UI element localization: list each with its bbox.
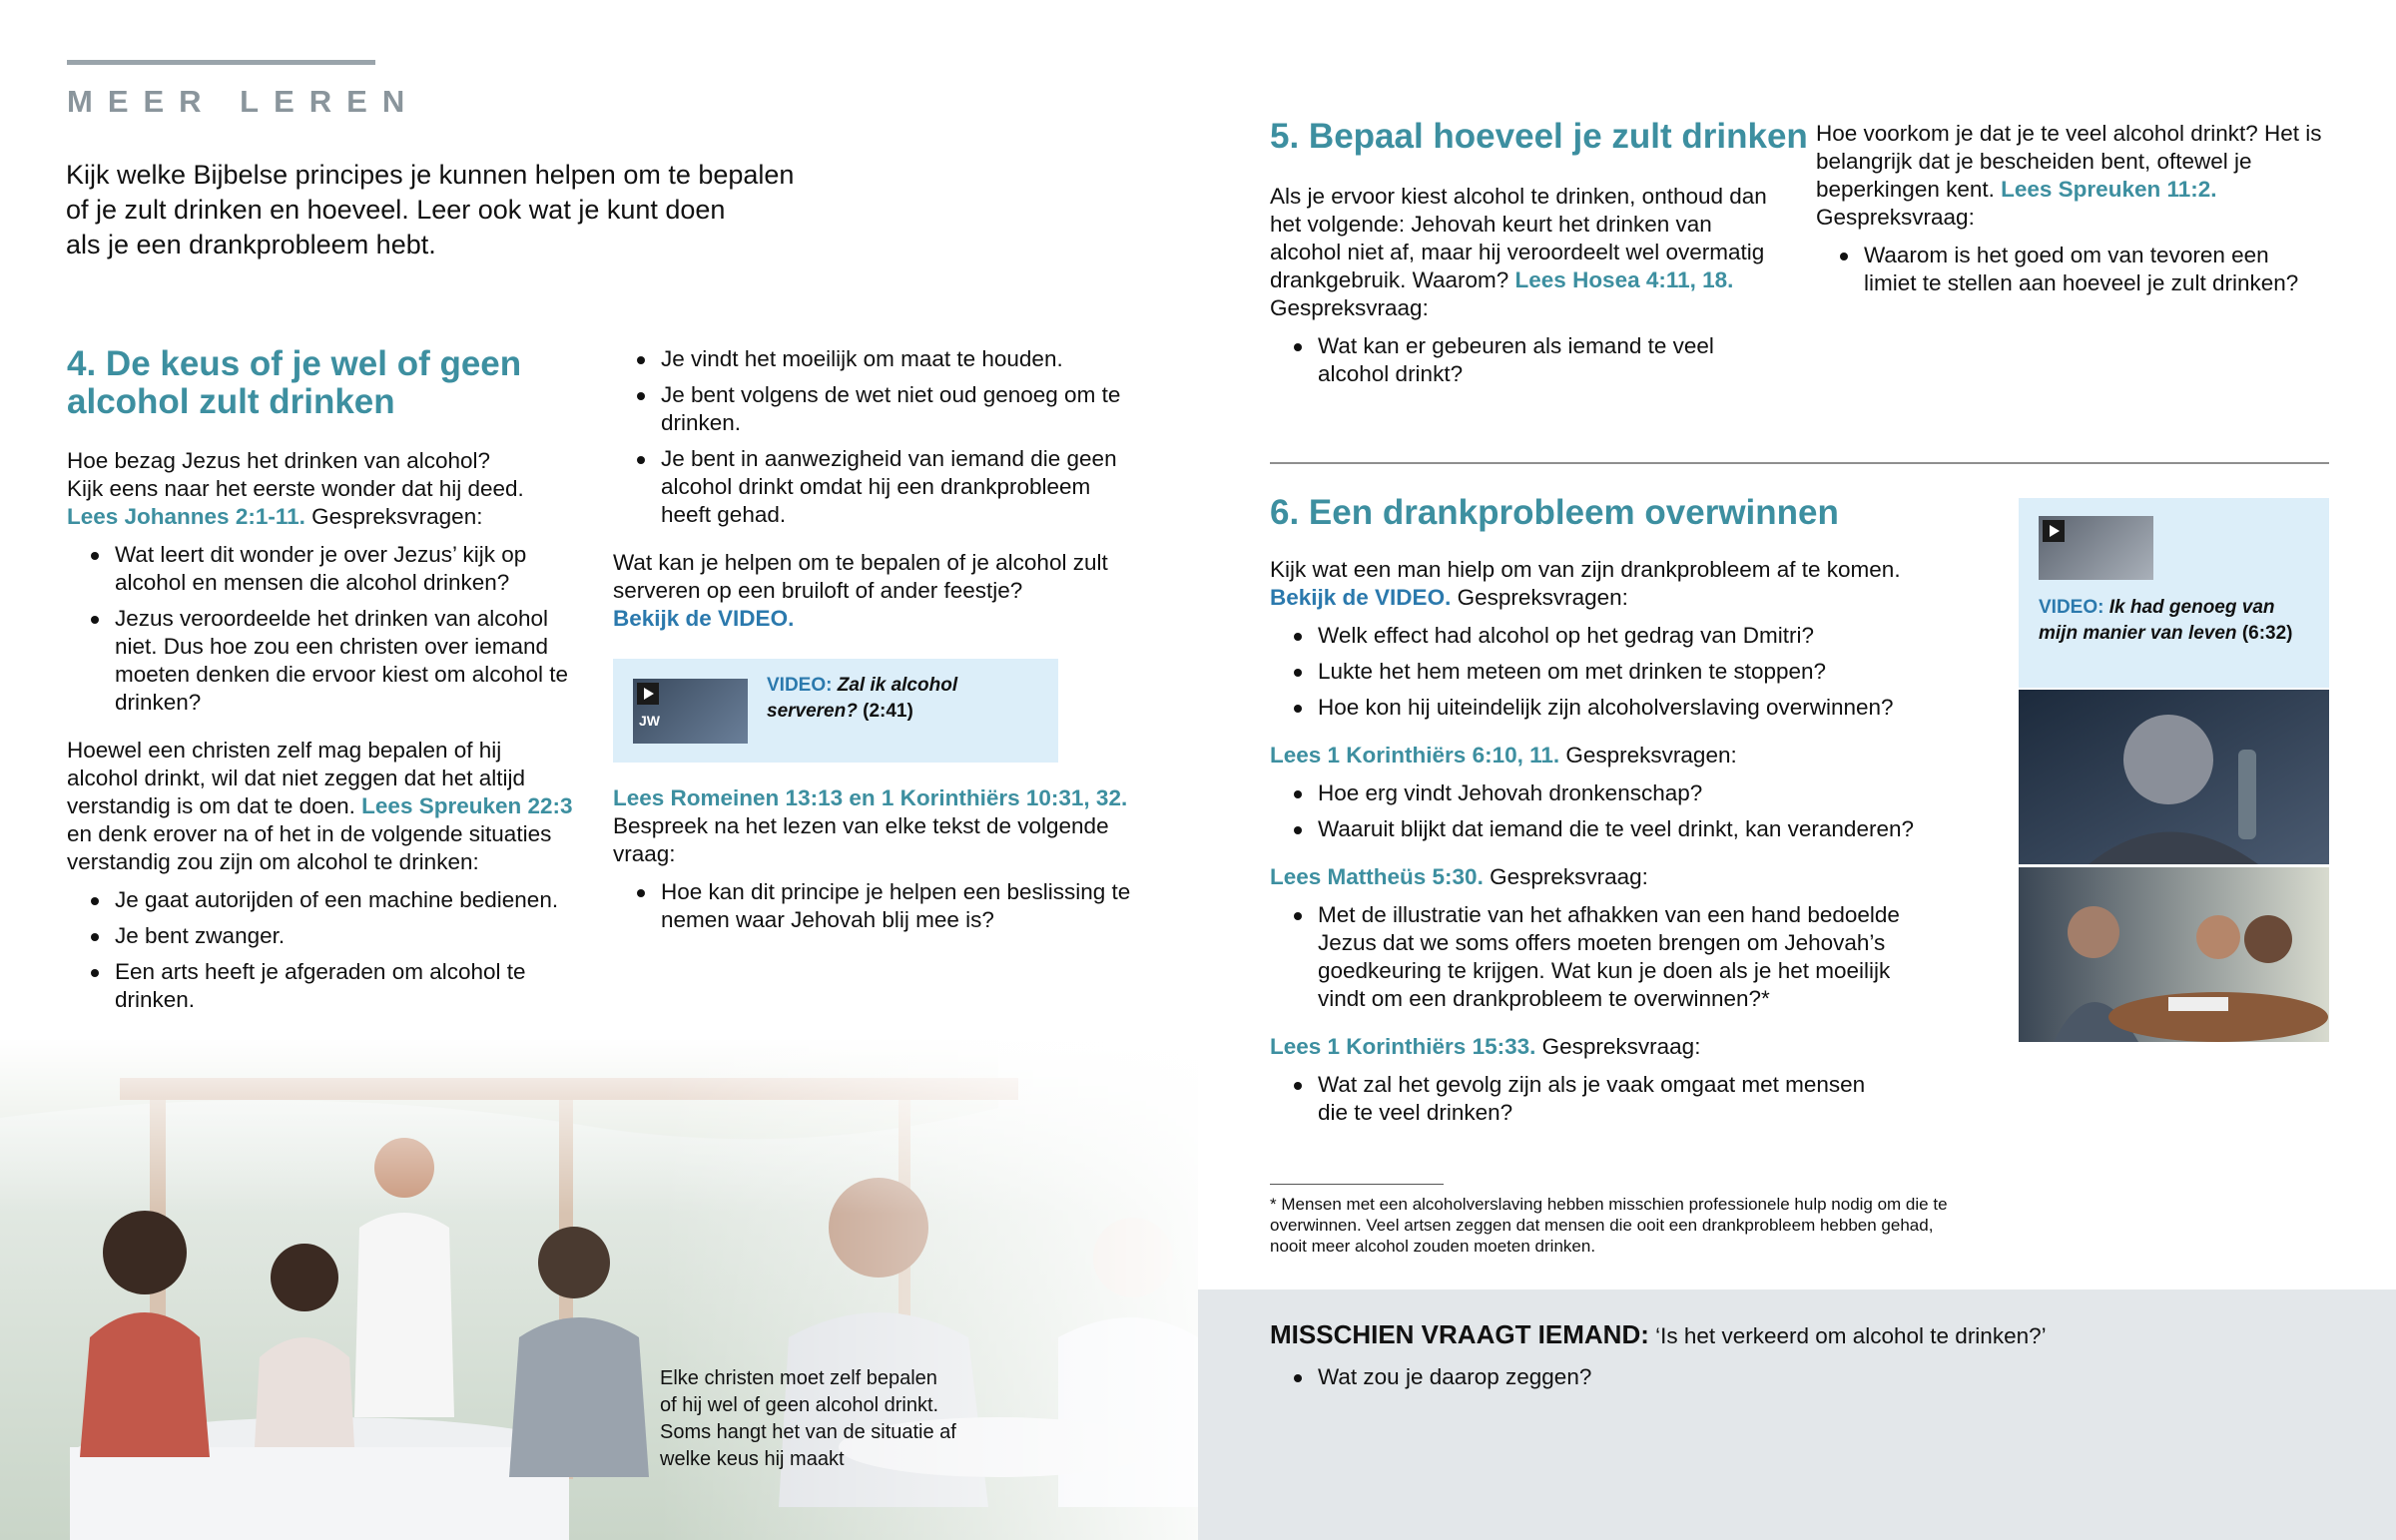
section4-title-line: 4. De keus of je wel of geen bbox=[67, 344, 522, 383]
intro-line: Kijk welke Bijbelse principes je kunnen helpen om te bepalen bbox=[66, 160, 795, 190]
section5-col1 bbox=[1270, 183, 1789, 396]
scripture-link[interactable]: Lees Spreuken 11:2. bbox=[2001, 177, 2217, 202]
caption-line: Soms hangt het van de situatie af bbox=[660, 1421, 956, 1443]
photo-family-study bbox=[2019, 867, 2329, 1042]
intro bbox=[66, 158, 794, 262]
video-duration: (2:41) bbox=[863, 701, 913, 722]
intro-line: of je zult drinken en hoeveel. Leer ook wat je kunt doen bbox=[66, 195, 726, 225]
read-tail: Gespreksvraag: bbox=[1483, 864, 1648, 889]
photo-family-study-svg bbox=[2019, 867, 2329, 1042]
section4-p4 bbox=[613, 784, 1132, 868]
section4-title-line: alcohol zult drinken bbox=[67, 382, 395, 421]
restaurant-illustration bbox=[0, 1038, 1198, 1540]
list-item: Een arts heeft je afgeraden om alcohol te drinken. bbox=[67, 958, 566, 1014]
p3-text: Wat kan je helpen om te bepalen of je alcohol zult serveren op een bruiloft of ander feestje? bbox=[613, 550, 1108, 603]
caption-line: of hij wel of geen alcohol drinkt. bbox=[660, 1394, 939, 1416]
section5-p2 bbox=[1816, 120, 2335, 232]
section5-p1 bbox=[1270, 183, 1789, 322]
section4-questions-1 bbox=[67, 541, 578, 717]
section6-read-2 bbox=[1270, 742, 1979, 770]
p1-tail: Gespreksvragen: bbox=[1451, 585, 1628, 610]
list-item: Je bent volgens de wet niet oud genoeg om te drinken. bbox=[613, 381, 1132, 437]
p2-text: Hoewel een christen zelf mag bepalen of hij alcohol drinkt, wil dat niet zeggen dat het altijd verstandig is om dat te doen. bbox=[67, 738, 526, 818]
section4-title bbox=[67, 345, 521, 421]
kicker-rule bbox=[67, 60, 375, 65]
p2-tail: Gespreksvraag: bbox=[1816, 205, 1975, 230]
section4-questions-2 bbox=[613, 878, 1132, 934]
section6-p1 bbox=[1270, 556, 1979, 612]
video-title: Ik had genoeg van mijn manier van leven bbox=[2039, 597, 2275, 644]
ask-question: ‘Is het verkeerd om alcohol te drinken?’ bbox=[1648, 1323, 2047, 1348]
situations-list-a bbox=[67, 886, 566, 1014]
scripture-link[interactable]: Lees Spreuken 22:3 bbox=[361, 793, 573, 818]
photo-man-drinking bbox=[2019, 690, 2329, 864]
section5-title: 5. Bepaal hoeveel je zult drinken bbox=[1270, 117, 1808, 156]
ask-heading bbox=[1270, 1317, 2047, 1353]
scripture-link[interactable]: Lees Johannes 2:1-11. bbox=[67, 504, 305, 529]
video-caption bbox=[767, 673, 1026, 725]
p1-line: Hoe bezag Jezus het drinken van alcohol? bbox=[67, 448, 491, 473]
video-link[interactable]: Bekijk de VIDEO. bbox=[1270, 585, 1452, 610]
section6-questions-2 bbox=[1270, 779, 1979, 843]
list-item: Waaruit blijkt dat iemand die te veel drinkt, kan veranderen? bbox=[1270, 815, 1979, 843]
kicker: MEER LEREN bbox=[67, 84, 420, 119]
section4-p2 bbox=[67, 737, 578, 876]
video-caption bbox=[2039, 595, 2318, 647]
list-item: Lukte het hem meteen om met drinken te stoppen? bbox=[1270, 658, 1979, 686]
scripture-link[interactable]: Lees Romeinen 13:13 en 1 Korinthiërs 10:31, 32. bbox=[613, 785, 1128, 810]
list-item: Hoe kon hij uiteindelijk zijn alcoholverslaving overwinnen? bbox=[1270, 694, 1979, 722]
scripture-link[interactable]: Lees Mattheüs 5:30. bbox=[1270, 864, 1484, 889]
read-tail: Gespreksvragen: bbox=[1559, 743, 1737, 768]
video-card[interactable] bbox=[613, 659, 1058, 763]
section4-p1 bbox=[67, 447, 586, 531]
ask-label: MISSCHIEN VRAAGT IEMAND: bbox=[1270, 1319, 1649, 1349]
list-item: Wat zal het gevolg zijn als je vaak omgaat met mensen die te veel drinken? bbox=[1270, 1071, 1869, 1127]
list-item: Wat zou je daarop zeggen? bbox=[1270, 1363, 1969, 1391]
ask-questions bbox=[1270, 1363, 1969, 1399]
list-item: Je gaat autorijden of een machine bedienen. bbox=[67, 886, 566, 914]
video-prefix: VIDEO: bbox=[767, 675, 833, 696]
scripture-link[interactable]: Lees 1 Korinthiërs 15:33. bbox=[1270, 1034, 1536, 1059]
section6-read-3 bbox=[1270, 863, 1979, 891]
section4-col2 bbox=[613, 345, 1132, 942]
photo-man-drinking-svg bbox=[2019, 690, 2329, 864]
section4-p3 bbox=[613, 549, 1117, 633]
situations-list-b bbox=[613, 345, 1132, 529]
list-item: Met de illustratie van het afhakken van een hand bedoelde Jezus dat we soms offers moeten brengen om Jehovah’s goedkeuring te krijgen. Wat kun je doen als je het moeilijk vindt om een drankprobleem te overwinnen?* bbox=[1270, 901, 1919, 1013]
list-item: Welk effect had alcohol op het gedrag van Dmitri? bbox=[1270, 622, 1979, 650]
p1-tail: Gespreksvragen: bbox=[304, 504, 483, 529]
caption-line: welke keus hij maakt bbox=[660, 1448, 845, 1470]
p2-text: Hoe voorkom je dat je te veel alcohol drinkt? Het is belangrijk dat je bescheiden bent, oftewel je beperkingen kent. bbox=[1816, 121, 2322, 202]
section5-col2 bbox=[1816, 120, 2335, 305]
scripture-link[interactable]: Lees 1 Korinthiërs 6:10, 11. bbox=[1270, 743, 1560, 768]
video-duration: (6:32) bbox=[2241, 623, 2293, 644]
list-item: Wat leert dit wonder je over Jezus’ kijk op alcohol en mensen die alcohol drinken? bbox=[67, 541, 578, 597]
list-item: Je vindt het moeilijk om maat te houden. bbox=[613, 345, 1132, 373]
video-thumbnail[interactable] bbox=[2039, 516, 2153, 580]
section6-read-4 bbox=[1270, 1033, 1979, 1061]
list-item: Je bent zwanger. bbox=[67, 922, 566, 950]
intro-line: als je een drankprobleem hebt. bbox=[66, 230, 436, 259]
restaurant-illustration-svg bbox=[0, 1038, 1198, 1540]
list-item: Hoe erg vindt Jehovah dronkenschap? bbox=[1270, 779, 1979, 807]
section5-questions-1 bbox=[1270, 332, 1769, 388]
list-item: Waarom is het goed om van tevoren een limiet te stellen aan hoeveel je zult drinken? bbox=[1816, 242, 2325, 297]
section4-col1 bbox=[67, 447, 586, 1022]
list-item: Wat kan er gebeuren als iemand te veel alcohol drinkt? bbox=[1270, 332, 1769, 388]
section6-questions-4 bbox=[1270, 1071, 1869, 1127]
footnote-rule bbox=[1270, 1184, 1444, 1185]
caption-line: Elke christen moet zelf bepalen bbox=[660, 1367, 937, 1389]
video-link[interactable]: Bekijk de VIDEO. bbox=[613, 606, 795, 631]
play-icon bbox=[2043, 520, 2065, 542]
video-thumbnail[interactable] bbox=[633, 679, 748, 744]
p2-text: en denk erover na of het in de volgende situaties verstandig zou zijn om alcohol te drinken: bbox=[67, 821, 552, 874]
section6-main bbox=[1270, 556, 1979, 1135]
list-item: Jezus veroordeelde het drinken van alcohol niet. Dus hoe zou een christen over iemand moeten denken die ervoor kiest om alcohol te drinken? bbox=[67, 605, 578, 717]
play-icon bbox=[637, 683, 659, 705]
p4-text: Bespreek na het lezen van elke tekst de volgende vraag: bbox=[613, 813, 1109, 866]
section-divider bbox=[1270, 462, 2329, 464]
video-title: Zal ik alcohol serveren? bbox=[767, 675, 958, 722]
jw-logo: JW bbox=[639, 713, 660, 729]
section6-questions-3 bbox=[1270, 901, 1919, 1013]
list-item: Je bent in aanwezigheid van iemand die geen alcohol drinkt omdat hij een drankprobleem heeft gehad. bbox=[613, 445, 1132, 529]
section6-title: 6. Een drankprobleem overwinnen bbox=[1270, 493, 1839, 532]
p1-line: Kijk eens naar het eerste wonder dat hij deed. bbox=[67, 476, 524, 501]
p1-tail: Gespreksvraag: bbox=[1270, 295, 1429, 320]
section6-questions-1 bbox=[1270, 622, 1979, 722]
illustration-caption bbox=[660, 1365, 956, 1473]
footnote: * Mensen met een alcoholverslaving hebben misschien professionele hulp nodig om die te overwinnen. Veel artsen zeggen dat mensen die ooit een drankprobleem hebben gehad, nooit meer alcohol zouden moeten drinken. bbox=[1270, 1195, 1948, 1256]
section5-questions-2 bbox=[1816, 242, 2325, 297]
scripture-link[interactable]: Lees Hosea 4:11, 18. bbox=[1514, 267, 1734, 292]
video-card-dmitri[interactable] bbox=[2019, 498, 2329, 688]
p1-text: Kijk wat een man hielp om van zijn drankprobleem af te komen. bbox=[1270, 557, 1901, 582]
read-tail: Gespreksvraag: bbox=[1535, 1034, 1701, 1059]
p1-text: Als je ervoor kiest alcohol te drinken, onthoud dan het volgende: Jehovah keurt het drinken van alcohol niet af, maar hij veroordeelt wel overmatig drankgebruik. Waarom? bbox=[1270, 184, 1767, 292]
list-item: Hoe kan dit principe je helpen een beslissing te nemen waar Jehovah blij mee is? bbox=[613, 878, 1132, 934]
video-prefix: VIDEO: bbox=[2039, 597, 2104, 618]
